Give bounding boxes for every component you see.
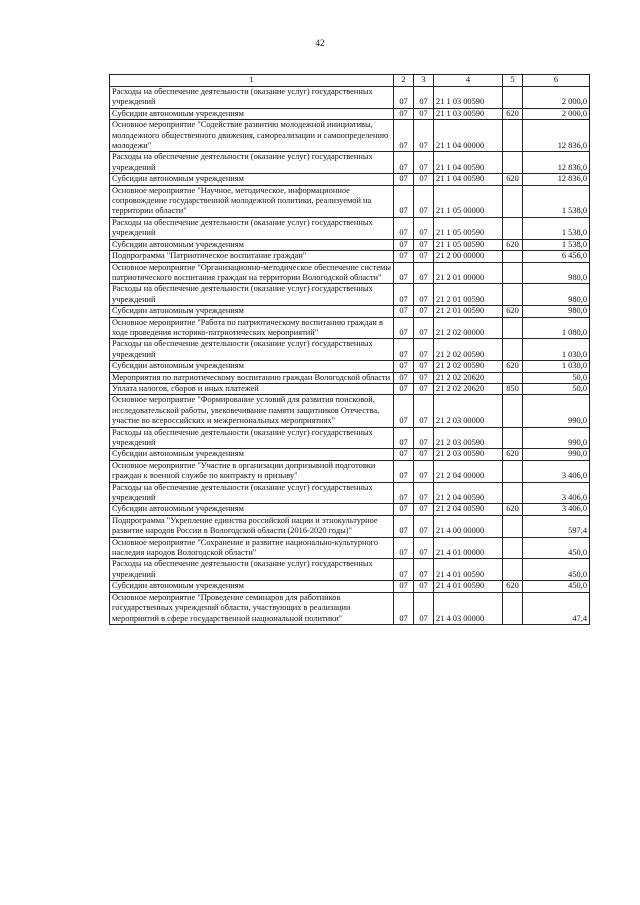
subsection-code-cell: 07: [414, 251, 434, 262]
header-cell: 1: [110, 75, 394, 87]
subsection-code-cell: 07: [414, 537, 434, 559]
section-code-cell: 07: [394, 482, 414, 504]
expense-type-cell: [503, 87, 523, 109]
section-code-cell: 07: [394, 339, 414, 361]
section-code-cell: 07: [394, 317, 414, 339]
table-row: [110, 152, 590, 174]
table-row: [110, 449, 590, 460]
amount-cell: 990,0: [523, 395, 590, 427]
amount-cell: 980,0: [523, 284, 590, 306]
target-article-cell: 21 2 01 00000: [434, 262, 503, 284]
amount-cell: 3 406,0: [523, 482, 590, 504]
section-code-cell: 07: [394, 262, 414, 284]
expense-name-cell: Основное мероприятие "Участие в организации допризывной подготовки граждан к военной службе по контракту и призыву": [110, 460, 394, 482]
table-row: [110, 395, 590, 427]
target-article-cell: 21 2 04 00000: [434, 460, 503, 482]
subsection-code-cell: 07: [414, 339, 434, 361]
expense-type-cell: 620: [503, 306, 523, 317]
table-row: [110, 515, 590, 537]
subsection-code-cell: 07: [414, 372, 434, 383]
table-row: [110, 581, 590, 592]
amount-cell: 1 538,0: [523, 239, 590, 250]
table-row: [110, 372, 590, 383]
target-article-cell: 21 2 03 00590: [434, 427, 503, 449]
table-row: [110, 217, 590, 239]
amount-cell: 12 836,0: [523, 174, 590, 185]
amount-cell: 450,0: [523, 537, 590, 559]
table-row: [110, 559, 590, 581]
target-article-cell: 21 1 04 00590: [434, 152, 503, 174]
amount-cell: 2 000,0: [523, 108, 590, 119]
expense-type-cell: [503, 217, 523, 239]
target-article-cell: 21 2 02 00000: [434, 317, 503, 339]
amount-cell: 1 538,0: [523, 217, 590, 239]
amount-cell: 597,4: [523, 515, 590, 537]
amount-cell: 12 836,0: [523, 120, 590, 152]
table-row: [110, 174, 590, 185]
section-code-cell: 07: [394, 537, 414, 559]
amount-cell: 990,0: [523, 449, 590, 460]
expense-name-cell: Основное мероприятие "Организационно-методическое обеспечение системы патриотического воспитания граждан на территории Вологодской области": [110, 262, 394, 284]
section-code-cell: 07: [394, 87, 414, 109]
amount-cell: 990,0: [523, 427, 590, 449]
page-number: 42: [315, 38, 325, 48]
expense-type-cell: [503, 427, 523, 449]
expense-type-cell: [503, 120, 523, 152]
table-row: [110, 317, 590, 339]
expense-name-cell: Основное мероприятие "Проведение семинаров для работников государственных учреждений области, участвующих в реализации мероприятий в сфере государственной национальной политики": [110, 592, 394, 624]
expense-type-cell: [503, 515, 523, 537]
table-row: [110, 504, 590, 515]
amount-cell: 1 030,0: [523, 361, 590, 372]
subsection-code-cell: 07: [414, 152, 434, 174]
table-row: [110, 251, 590, 262]
expense-type-cell: [503, 339, 523, 361]
header-cell: 5: [503, 75, 523, 87]
expense-type-cell: [503, 317, 523, 339]
expense-type-cell: [503, 152, 523, 174]
subsection-code-cell: 07: [414, 449, 434, 460]
subsection-code-cell: 07: [414, 395, 434, 427]
target-article-cell: 21 2 03 00590: [434, 449, 503, 460]
amount-cell: 2 000,0: [523, 87, 590, 109]
section-code-cell: 07: [394, 174, 414, 185]
section-code-cell: 07: [394, 217, 414, 239]
amount-cell: 12 836,0: [523, 152, 590, 174]
section-code-cell: 07: [394, 395, 414, 427]
expense-name-cell: Основное мероприятие "Научное, методическое, информационное сопровождение государственной молодежной политики, реализуемой на территории области": [110, 185, 394, 217]
target-article-cell: 21 4 01 00000: [434, 537, 503, 559]
target-article-cell: 21 1 03 00590: [434, 108, 503, 119]
expense-name-cell: Уплата налогов, сборов и иных платежей: [110, 383, 394, 394]
expense-type-cell: 620: [503, 581, 523, 592]
section-code-cell: 07: [394, 284, 414, 306]
expense-type-cell: 620: [503, 174, 523, 185]
subsection-code-cell: 07: [414, 185, 434, 217]
subsection-code-cell: 07: [414, 120, 434, 152]
section-code-cell: 07: [394, 185, 414, 217]
subsection-code-cell: 07: [414, 427, 434, 449]
expense-type-cell: 620: [503, 504, 523, 515]
amount-cell: 47,4: [523, 592, 590, 624]
header-cell: 4: [434, 75, 503, 87]
section-code-cell: 07: [394, 559, 414, 581]
expense-type-cell: [503, 559, 523, 581]
amount-cell: 1 538,0: [523, 185, 590, 217]
section-code-cell: 07: [394, 372, 414, 383]
subsection-code-cell: 07: [414, 306, 434, 317]
expense-name-cell: Субсидии автономным учреждениям: [110, 306, 394, 317]
subsection-code-cell: 07: [414, 482, 434, 504]
expense-name-cell: Субсидии автономным учреждениям: [110, 581, 394, 592]
header-cell: 3: [414, 75, 434, 87]
expense-name-cell: Субсидии автономным учреждениям: [110, 239, 394, 250]
target-article-cell: 21 2 04 00590: [434, 482, 503, 504]
table-row: [110, 537, 590, 559]
expense-name-cell: Расходы на обеспечение деятельности (оказание услуг) государственных учреждений: [110, 284, 394, 306]
subsection-code-cell: 07: [414, 317, 434, 339]
expense-name-cell: Мероприятия по патриотическому воспитанию граждан Вологодской области: [110, 372, 394, 383]
expense-type-cell: [503, 262, 523, 284]
expense-type-cell: 620: [503, 449, 523, 460]
subsection-code-cell: 07: [414, 174, 434, 185]
expense-type-cell: [503, 482, 523, 504]
section-code-cell: 07: [394, 108, 414, 119]
expense-name-cell: Расходы на обеспечение деятельности (оказание услуг) государственных учреждений: [110, 427, 394, 449]
expense-type-cell: 620: [503, 361, 523, 372]
section-code-cell: 07: [394, 504, 414, 515]
expense-name-cell: Основное мероприятие "Работа по патриотическому воспитанию граждан в ходе проведения историко-патриотических мероприятий": [110, 317, 394, 339]
subsection-code-cell: 07: [414, 460, 434, 482]
expense-name-cell: Основное мероприятие "Формирование условий для развития поисковой, исследовательской работы, увековечивание памяти защитников Отечества, участие во всероссийских и межрегиональных мероприятиях": [110, 395, 394, 427]
table-row: [110, 427, 590, 449]
section-code-cell: 07: [394, 361, 414, 372]
target-article-cell: 21 1 04 00000: [434, 120, 503, 152]
target-article-cell: 21 1 05 00590: [434, 239, 503, 250]
target-article-cell: 21 2 04 00590: [434, 504, 503, 515]
subsection-code-cell: 07: [414, 361, 434, 372]
expense-name-cell: Основное мероприятие "Сохранение и развитие национально-культурного наследия народов Вологодской области": [110, 537, 394, 559]
table-row: [110, 460, 590, 482]
target-article-cell: 21 4 01 00590: [434, 581, 503, 592]
subsection-code-cell: 07: [414, 108, 434, 119]
table-header-row: [110, 75, 590, 87]
section-code-cell: 07: [394, 120, 414, 152]
subsection-code-cell: 07: [414, 217, 434, 239]
table-row: [110, 185, 590, 217]
expense-type-cell: [503, 460, 523, 482]
subsection-code-cell: 07: [414, 504, 434, 515]
expense-name-cell: Расходы на обеспечение деятельности (оказание услуг) государственных учреждений: [110, 217, 394, 239]
target-article-cell: 21 2 02 20620: [434, 383, 503, 394]
expense-type-cell: [503, 372, 523, 383]
amount-cell: 3 406,0: [523, 504, 590, 515]
amount-cell: 1 080,0: [523, 317, 590, 339]
subsection-code-cell: 07: [414, 284, 434, 306]
amount-cell: 50,0: [523, 383, 590, 394]
table-row: [110, 482, 590, 504]
target-article-cell: 21 1 05 00590: [434, 217, 503, 239]
section-code-cell: 07: [394, 427, 414, 449]
table-row: [110, 361, 590, 372]
section-code-cell: 07: [394, 239, 414, 250]
budget-table-body: [110, 75, 590, 625]
expense-type-cell: [503, 185, 523, 217]
expense-name-cell: Расходы на обеспечение деятельности (оказание услуг) государственных учреждений: [110, 482, 394, 504]
table-row: [110, 87, 590, 109]
expense-type-cell: [503, 395, 523, 427]
expense-name-cell: Основное мероприятие "Содействие развитию молодежной инициативы, молодежного общественного движения, самореализации и самоопределению молодежи": [110, 120, 394, 152]
expense-type-cell: [503, 251, 523, 262]
expense-type-cell: [503, 537, 523, 559]
section-code-cell: 07: [394, 306, 414, 317]
table-row: [110, 262, 590, 284]
expense-name-cell: Расходы на обеспечение деятельности (оказание услуг) государственных учреждений: [110, 87, 394, 109]
target-article-cell: 21 2 02 20620: [434, 372, 503, 383]
section-code-cell: 07: [394, 383, 414, 394]
amount-cell: 450,0: [523, 581, 590, 592]
target-article-cell: 21 1 04 00590: [434, 174, 503, 185]
expense-name-cell: Субсидии автономным учреждениям: [110, 108, 394, 119]
header-cell: 2: [394, 75, 414, 87]
section-code-cell: 07: [394, 449, 414, 460]
amount-cell: 450,0: [523, 559, 590, 581]
expense-name-cell: Субсидии автономным учреждениям: [110, 361, 394, 372]
subsection-code-cell: 07: [414, 239, 434, 250]
budget-table: [109, 74, 590, 625]
expense-name-cell: Расходы на обеспечение деятельности (оказание услуг) государственных учреждений: [110, 559, 394, 581]
table-row: [110, 108, 590, 119]
subsection-code-cell: 07: [414, 87, 434, 109]
table-row: [110, 339, 590, 361]
target-article-cell: 21 2 00 00000: [434, 251, 503, 262]
table-row: [110, 592, 590, 624]
section-code-cell: 07: [394, 251, 414, 262]
table-row: [110, 239, 590, 250]
target-article-cell: 21 2 01 00590: [434, 306, 503, 317]
target-article-cell: 21 1 05 00000: [434, 185, 503, 217]
expense-type-cell: [503, 592, 523, 624]
target-article-cell: 21 1 03 00590: [434, 87, 503, 109]
expense-name-cell: Расходы на обеспечение деятельности (оказание услуг) государственных учреждений: [110, 152, 394, 174]
amount-cell: 980,0: [523, 262, 590, 284]
target-article-cell: 21 4 00 00000: [434, 515, 503, 537]
expense-type-cell: 620: [503, 239, 523, 250]
expense-type-cell: 850: [503, 383, 523, 394]
target-article-cell: 21 2 02 00590: [434, 339, 503, 361]
target-article-cell: 21 2 03 00000: [434, 395, 503, 427]
section-code-cell: 07: [394, 152, 414, 174]
section-code-cell: 07: [394, 460, 414, 482]
target-article-cell: 21 2 02 00590: [434, 361, 503, 372]
amount-cell: 3 406,0: [523, 460, 590, 482]
header-cell: 6: [523, 75, 590, 87]
expense-name-cell: Расходы на обеспечение деятельности (оказание услуг) государственных учреждений: [110, 339, 394, 361]
amount-cell: 50,0: [523, 372, 590, 383]
expense-name-cell: Субсидии автономным учреждениям: [110, 449, 394, 460]
amount-cell: 980,0: [523, 306, 590, 317]
expense-type-cell: 620: [503, 108, 523, 119]
target-article-cell: 21 4 01 00590: [434, 559, 503, 581]
section-code-cell: 07: [394, 515, 414, 537]
expense-name-cell: Субсидии автономным учреждениям: [110, 504, 394, 515]
expense-type-cell: [503, 284, 523, 306]
subsection-code-cell: 07: [414, 262, 434, 284]
table-row: [110, 120, 590, 152]
subsection-code-cell: 07: [414, 559, 434, 581]
target-article-cell: 21 4 03 00000: [434, 592, 503, 624]
amount-cell: 6 456,0: [523, 251, 590, 262]
table-row: [110, 284, 590, 306]
expense-name-cell: Подпрограмма "Укрепление единства российской нации и этнокультурное развитие народов России в Вологодской области (2016-2020 годы)": [110, 515, 394, 537]
section-code-cell: 07: [394, 592, 414, 624]
target-article-cell: 21 2 01 00590: [434, 284, 503, 306]
expense-name-cell: Подпрограмма "Патриотическое воспитание граждан": [110, 251, 394, 262]
subsection-code-cell: 07: [414, 581, 434, 592]
subsection-code-cell: 07: [414, 592, 434, 624]
section-code-cell: 07: [394, 581, 414, 592]
expense-name-cell: Субсидии автономным учреждениям: [110, 174, 394, 185]
table-row: [110, 306, 590, 317]
table-row: [110, 383, 590, 394]
amount-cell: 1 030,0: [523, 339, 590, 361]
subsection-code-cell: 07: [414, 515, 434, 537]
subsection-code-cell: 07: [414, 383, 434, 394]
